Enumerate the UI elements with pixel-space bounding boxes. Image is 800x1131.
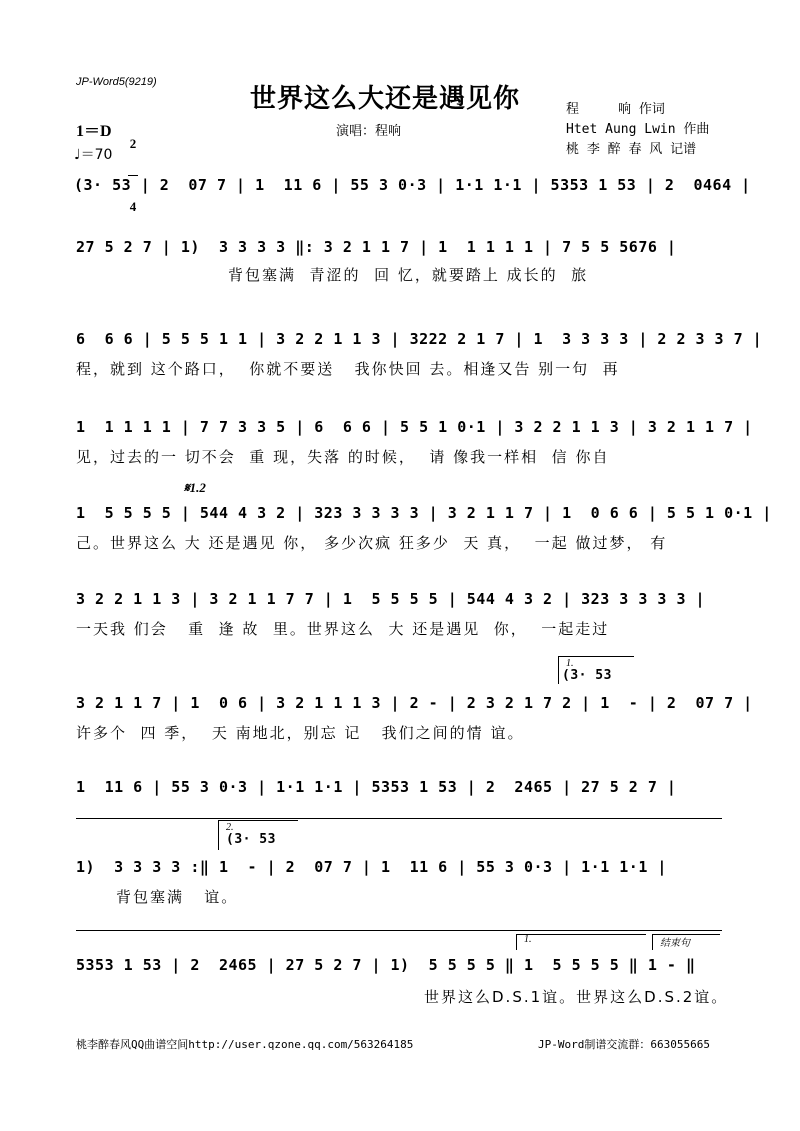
software-tag: JP-Word5(9219) bbox=[76, 76, 157, 88]
lyrics-line-3: 程，就到 这个路口， 你就不要送 我你快回 去。相逢又告 别一句 再 bbox=[76, 360, 620, 378]
notation-line-9: 1) 3 3 3 3 :‖ 1 - | 2 07 7 | 1 11 6 | 55 3 0·3 | 1·1 1·1 | bbox=[76, 858, 667, 876]
volta-2-bracket-top bbox=[218, 820, 298, 821]
notation-line-8: 1 11 6 | 55 3 0·3 | 1·1 1·1 | 5353 1 53 | 2 2465 | 27 5 2 7 | bbox=[76, 778, 677, 796]
lyrics-line-9: 背包塞满 谊。 bbox=[116, 888, 239, 906]
time-signature-top: 2 bbox=[129, 136, 137, 151]
singer-credit: 演唱：程响 bbox=[336, 124, 402, 139]
time-signature-bottom: 4 bbox=[129, 199, 137, 214]
lyrics-line-4: 见，过去的一 切不会 重 现，失落 的时候， 请 像我一样相 信 你自 bbox=[76, 448, 610, 466]
notation-line-5: 1 5 5 5 5 | 544 4 3 2 | 323 3 3 3 3 | 3 2 1 1 7 | 1 0 6 6 | 5 5 1 0·1 | bbox=[76, 504, 772, 522]
volta-1b-bracket-top bbox=[516, 934, 646, 935]
notation-line-6: 3 2 2 1 1 3 | 3 2 1 1 7 7 | 1 5 5 5 5 | 544 4 3 2 | 323 3 3 3 3 | bbox=[76, 590, 706, 608]
volta-1b-bracket-left bbox=[516, 934, 517, 950]
volta-1-bracket-left bbox=[558, 656, 559, 684]
transcriber-credit: 桃 李 醉 春 风 记谱 bbox=[566, 142, 697, 157]
lyrics-line-6: 一天我 们会 重 逢 故 里。世界这么 大 还是遇见 你， 一起走过 bbox=[76, 620, 610, 638]
lyricist-credit: 程 响 作词 bbox=[566, 102, 665, 117]
volta-2-label: 2. bbox=[226, 822, 234, 833]
notation-line-2: 27 5 2 7 | 1) 3 3 3 3 ‖: 3 2 1 1 7 | 1 1 1 1 1 | 7 5 5 5676 | bbox=[76, 238, 677, 256]
final-system-divider bbox=[76, 930, 722, 931]
notation-line-10: 5353 1 53 | 2 2465 | 27 5 2 7 | 1) 5 5 5 5 ‖ 1 5 5 5 5 ‖ 1 - ‖ bbox=[76, 956, 696, 974]
footer-right: JP-Word制谱交流群：663055665 bbox=[538, 1038, 710, 1051]
lyrics-line-10: 世界这么D.S.1谊。世界这么D.S.2谊。 bbox=[424, 988, 729, 1006]
composer-credit: Htet Aung Lwin 作曲 bbox=[566, 122, 710, 137]
volta-2-bracket-left bbox=[218, 820, 219, 850]
lyrics-line-5: 己。世界这么 大 还是遇见 你， 多少次疯 狂多少 天 真， 一起 做过梦， 有 bbox=[76, 534, 668, 552]
system-divider bbox=[76, 818, 722, 819]
volta-1b-label: 1. bbox=[524, 934, 532, 945]
lyrics-line-7: 许多个 四 季， 天 南地北，别忘 记 我们之间的情 谊。 bbox=[76, 724, 525, 742]
volta-1-label: 1. bbox=[566, 658, 574, 669]
segno-marker: 𝄋1.2 bbox=[184, 480, 206, 495]
song-title: 世界这么大还是遇见你 bbox=[250, 84, 521, 114]
volta-1-notes: (3· 53 bbox=[562, 668, 612, 683]
key-signature: 1＝D bbox=[76, 123, 112, 140]
volta-2-notes: (3· 53 bbox=[226, 832, 276, 847]
notation-line-4: 1 1 1 1 1 | 7 7 3 3 5 | 6 6 6 | 5 5 1 0·1 | 3 2 2 1 1 3 | 3 2 1 1 7 | bbox=[76, 418, 753, 436]
lyrics-line-2: 背包塞满 青涩的 回 忆，就要踏上 成长的 旅 bbox=[228, 266, 589, 284]
notation-line-7: 3 2 1 1 7 | 1 0 6 | 3 2 1 1 1 3 | 2 - | 2 3 2 1 7 2 | 1 - | 2 07 7 | bbox=[76, 694, 753, 712]
notation-line-1: (3· 53 | 2 07 7 | 1 11 6 | 55 3 0·3 | 1·1 1·1 | 5353 1 53 | 2 0464 | bbox=[74, 176, 751, 194]
footer-left: 桃李醉春风QQ曲谱空间http://user.qzone.qq.com/563264185 bbox=[76, 1038, 414, 1051]
notation-line-3: 6 6 6 | 5 5 5 1 1 | 3 2 2 1 1 3 | 3222 2 1 7 | 1 3 3 3 3 | 2 2 3 3 7 | bbox=[76, 330, 763, 348]
coda-bracket-left bbox=[652, 934, 653, 950]
volta-1-bracket-top bbox=[558, 656, 634, 657]
tempo-mark: ♩＝70 bbox=[74, 147, 113, 163]
coda-label: 结束句 bbox=[660, 938, 690, 949]
